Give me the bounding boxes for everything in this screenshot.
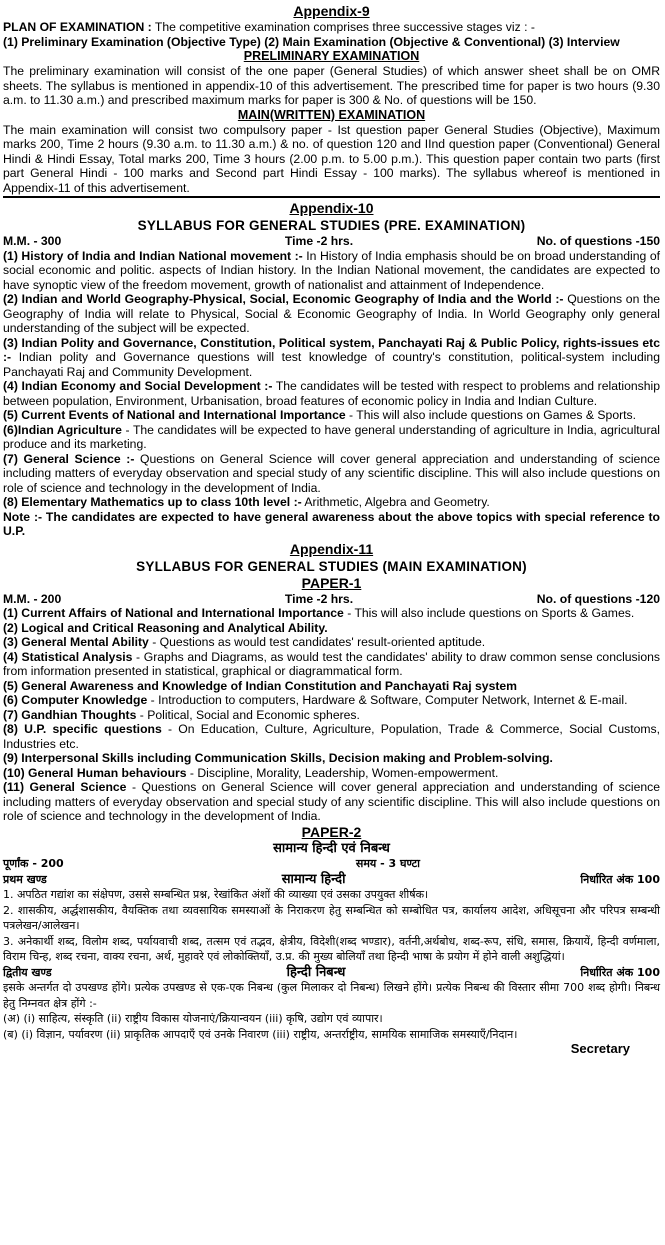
syllabus-item-text: - On Education, Culture, Agriculture, Population, Trade & Commerce, Social Customs, Industries etc.	[3, 722, 660, 751]
syllabus-item-text: The candidates will be tested with respect to problems and relationship between population, Environment, Urbanisation, broad features of economic policy in India and Indian Culture.	[3, 379, 660, 408]
syllabus-item	[3, 495, 660, 510]
appendix-9-heading: Appendix-9	[293, 3, 370, 19]
syllabus-item	[3, 635, 660, 650]
syllabus-item	[3, 379, 660, 408]
syllabus-item-heading: (10) General Human behaviours	[3, 765, 187, 780]
time-limit: Time -2 hrs.	[284, 234, 354, 248]
syllabus-item	[3, 408, 660, 423]
syllabus-item-text: - This will also include questions on Sports & Games.	[343, 606, 635, 620]
section-2-group-b: (ब) (i) विज्ञान, पर्यावरण (ii) प्राकृतिक आपदाएँ एवं उनके निवारण (iii) राष्ट्रीय, अन्तर्राष्ट्रीय, सामयिक सामाजिक समस्याएँ/निदान।	[3, 1027, 518, 1041]
duration: समय - 3 घण्टा	[355, 857, 420, 870]
syllabus-item-heading: (1) History of India and Indian National movement :-	[3, 248, 303, 263]
syllabus-item-text: Questions on the Geography of India will relate to Physical, Social & Economic Geography of India. In World Geography only general understanding of the subject will be expected.	[3, 292, 661, 335]
appendix-10-items	[3, 249, 660, 510]
syllabus-item-heading: (8) U.P. specific questions	[3, 722, 162, 736]
max-marks: M.M. - 300	[3, 234, 62, 248]
syllabus-item-text: Indian polity and Governance questions will test knowledge of country's constitution, political-system including Panchayati Raj and Community Development.	[3, 350, 660, 379]
hindi-section-item: 2. शासकीय, अर्द्धशासकीय, वैयक्तिक तथा व्यवसायिक समस्याओं के निराकरण हेतु सम्बन्धित को सम्बोधित पत्र, कार्यालय आदेश, अधिसूचना और परिपत्र सम्बन्धी पत्रलेखन/आलेखन।	[3, 903, 660, 932]
syllabus-item	[3, 249, 660, 293]
signature: Secretary	[570, 1041, 630, 1056]
syllabus-item-heading: (1) Current Affairs of National and International Importance	[3, 606, 344, 620]
syllabus-item-text: - Political, Social and Economic spheres.	[136, 707, 360, 722]
plan-text: The competitive examination comprises three successive stages viz : -	[151, 20, 535, 34]
syllabus-item-text: Arithmetic, Algebra and Geometry.	[301, 495, 490, 509]
syllabus-item	[3, 336, 660, 380]
syllabus-item-heading: (3) General Mental Ability	[3, 635, 149, 649]
syllabus-item	[3, 679, 660, 694]
syllabus-item	[3, 292, 660, 336]
syllabus-item-text: - Introduction to computers, Hardware & Software, Computer Network, Internet & E-mail.	[147, 693, 628, 707]
syllabus-item	[3, 766, 660, 781]
syllabus-item-heading: (8) Elementary Mathematics up to class 10th level :-	[3, 495, 302, 509]
syllabus-item	[3, 751, 660, 766]
section-1-marks: निर्धारित अंक 100	[580, 872, 660, 886]
syllabus-item-heading: (5) Current Events of National and International Importance	[3, 408, 346, 422]
exam-stages: (1) Preliminary Examination (Objective Type) (2) Main Examination (Objective & Conventional) (3) Interview	[3, 34, 620, 49]
syllabus-item-heading: (9) Interpersonal Skills including Communication Skills, Decision making and Problem-solving.	[3, 751, 553, 765]
max-marks: M.M. - 200	[3, 591, 62, 606]
syllabus-item-heading: (11) General Science	[3, 780, 127, 794]
document-page	[3, 0, 660, 1057]
plan-label: PLAN OF EXAMINATION :	[3, 20, 152, 34]
section-2-label: द्वितीय खण्ड	[3, 965, 52, 979]
syllabus-item	[3, 650, 660, 679]
appendix-10-heading: Appendix-10	[289, 200, 374, 216]
appendix-11-heading: Appendix-11	[289, 540, 374, 557]
syllabus-item-text: - This will also include questions on Games & Sports.	[345, 408, 637, 422]
syllabus-item	[3, 621, 660, 636]
syllabus-item-text: - The candidates will be expected to have general understanding of agriculture in India, agricultural produce and its marketing.	[3, 422, 660, 451]
syllabus-item-text: - Questions as would test candidates' result-oriented aptitude.	[148, 635, 486, 649]
hindi-section-item: 1. अपठित गद्यांश का संक्षेपण, उससे सम्बन्धित प्रश्न, रेखांकित अंशों की व्याख्या एवं उसका उपयुक्त शीर्षक।	[3, 888, 429, 901]
appendix-10-meta	[3, 234, 660, 249]
syllabus-item-heading: (6) Computer Knowledge	[3, 693, 148, 707]
section-2-header	[3, 965, 660, 981]
syllabus-item-heading: (5) General Awareness and Knowledge of Indian Constitution and Panchayati Raj system	[3, 678, 518, 693]
syllabus-item-heading: (2) Indian and World Geography-Physical, Social, Economic Geography of India and the World :-	[3, 292, 564, 306]
syllabus-item-heading: (3) Indian Polity and Governance, Constitution, Political system, Panchayati Raj & Public Policy, rights-issues etc :-	[3, 335, 660, 364]
syllabus-item-heading: (6)Indian Agriculture	[3, 422, 122, 437]
section-2-title: हिन्दी निबन्ध	[286, 964, 346, 980]
appendix-10-note: Note :- The candidates are expected to have general awareness about the above topics with special reference to U.P.	[3, 509, 660, 538]
syllabus-item-heading: (2) Logical and Critical Reasoning and Analytical Ability.	[3, 620, 328, 635]
paper-2-title: सामान्य हिन्दी एवं निबन्ध	[273, 840, 390, 856]
main-exam-text: The main examination will consist two compulsory paper - Ist question paper General Studies (Objective), Maximum marks 200, Time 2 hours (9.30 a.m. to 11.30 a.m.) & no. of question 120 and IInd question paper (Conventional) General Hindi & Hindi Essay, Total marks 200, Time 3 hours (2.00 p.m. to 5.00 p.m.). This question paper contain two parts (first part General Hindi - 100 marks and Second part Hindi Essay - 100 marks). The syllabus whereof is mentioned in Appendix-11 of this advertisement.	[3, 122, 660, 195]
section-1-label: प्रथम खण्ड	[3, 872, 47, 886]
appendix-10-title: SYLLABUS FOR GENERAL STUDIES (PRE. EXAMINATION)	[137, 218, 526, 233]
appendix-11-items	[3, 606, 660, 824]
question-count: No. of questions -150	[536, 234, 660, 248]
syllabus-item-text: - Discipline, Morality, Leadership, Women-empowerment.	[186, 765, 499, 780]
paper-2-heading: PAPER-2	[301, 823, 362, 840]
paper-1-heading: PAPER-1	[301, 574, 362, 591]
section-1-items	[3, 887, 660, 965]
plan-of-examination	[3, 20, 660, 35]
syllabus-item	[3, 693, 660, 708]
section-1-header	[3, 872, 660, 888]
section-2-marks: निर्धारित अंक 100	[580, 965, 660, 979]
question-count: No. of questions -120	[536, 591, 660, 606]
syllabus-item	[3, 423, 660, 452]
syllabus-item-heading: (7) Gandhian Thoughts	[3, 707, 137, 722]
syllabus-item	[3, 722, 660, 751]
syllabus-item	[3, 606, 660, 621]
syllabus-item	[3, 452, 660, 496]
syllabus-item-heading: (4) Indian Economy and Social Development :-	[3, 379, 273, 393]
appendix-11-title: SYLLABUS FOR GENERAL STUDIES (MAIN EXAMINATION)	[136, 558, 527, 574]
prelim-text: The preliminary examination will consist of the one paper (General Studies) of which answer sheet shall be on OMR sheets. The syllabus is mentioned in appendix-10 of this advertisement. The prescribed time for paper is two hours (9.30 a.m. to 11.30 a.m.) and prescribed maximum marks for paper is 300 & No. of questions will be 150.	[3, 64, 660, 107]
section-2-text: इसके अन्तर्गत दो उपखण्ड होंगे। प्रत्येक उपखण्ड से एक-एक निबन्ध (कुल मिलाकर दो निबन्ध) लिखने होंगे। प्रत्येक निबन्ध की विस्तार सीमा 700 शब्द होगी। निबन्ध हेतु निम्नवत क्षेत्र होंगे :-	[3, 981, 660, 1010]
section-1-title: सामान्य हिन्दी	[281, 871, 346, 887]
hindi-section-item: 3. अनेकार्थी शब्द, विलोम शब्द, पर्यायवाची शब्द, तत्सम एवं तद्भव, क्षेत्रीय, विदेशी(शब्द भण्डार), वर्तनी,अर्थबोध, शब्द-रूप, संधि, समास, क्रियायें, हिन्दी वर्णमाला, विराम चिन्ह, शब्द रचना, वाक्य रचना, अर्थ, मुहावरे एवं लोकोक्तियाँ, उ.प्र. की मुख्य बोलियाँ तथा हिन्दी भाषा के प्रयोग में होने वाली अशुद्धियां।	[3, 934, 660, 963]
syllabus-item-text: - Graphs and Diagrams, as would test the candidates' ability to draw common sense conclusions from information presented in statistical, graphical or diagrammatical form.	[3, 649, 661, 678]
main-exam-heading: MAIN(WRITTEN) EXAMINATION	[237, 107, 426, 122]
syllabus-item-text: In History of India emphasis should be on broad understanding of social economic and politic. aspects of Indian history. In the Indian National movement, the candidates are expected to have synoptic view of the freedom movement, growth of nationalist and attainment of Independence.	[3, 248, 660, 292]
appendix-11-meta	[3, 592, 660, 607]
syllabus-item-text: Questions on General Science will cover general appreciation and understanding of science including matters of everyday observation and special study of any scientific discipline. This will also include questions on role of science and technology in the development of India.	[3, 451, 660, 495]
prelim-heading: PRELIMINARY EXAMINATION	[243, 49, 420, 63]
syllabus-item-heading: (4) Statistical Analysis	[3, 649, 133, 664]
syllabus-item	[3, 708, 660, 723]
syllabus-item	[3, 780, 660, 824]
divider	[3, 196, 660, 198]
syllabus-item-heading: (7) General Science :-	[3, 451, 135, 466]
syllabus-item-text: - Questions on General Science will cover general appreciation and understanding of science including matters of everyday observation and special study of any scientific discipline. This will also include questions on role of science and technology in the development of India.	[3, 780, 660, 823]
time-limit: Time -2 hrs.	[284, 591, 354, 606]
full-marks: पूर्णांक - 200	[3, 857, 64, 870]
paper-2-meta	[3, 856, 660, 872]
section-2-group-a: (अ) (i) साहित्य, संस्कृति (ii) राष्ट्रीय विकास योजनाएं/क्रियान्वयन (iii) कृषि, उद्योग एवं व्यापार।	[3, 1012, 383, 1025]
